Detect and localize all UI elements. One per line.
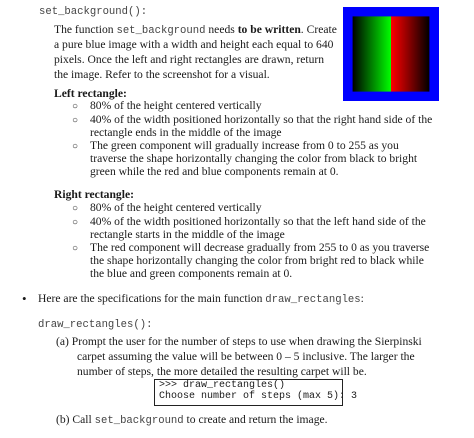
step-a-line-1: (a) Prompt the user for the number of steps to use when drawing the Sierpinski	[56, 335, 422, 348]
description-line-4: the image. Refer to the screenshot for a visual.	[54, 68, 270, 81]
main-spec-text: Here are the specifications for the main function	[38, 292, 266, 305]
filled-dot-icon: •	[22, 291, 27, 306]
hollow-circle-icon: ○	[72, 217, 79, 228]
step-a-line-2: carpet assuming the value will be between 0 – 5 inclusive. The larger the	[77, 350, 415, 363]
set-background-code: set_background	[116, 25, 206, 37]
right-item-3-line-2: the shape horizontally changing the color from bright red to black while	[90, 254, 424, 267]
main-spec-suffix: :	[360, 292, 364, 305]
step-b	[56, 412, 328, 429]
blue-background-image	[343, 7, 439, 101]
step-b-prefix: (b) Call	[56, 413, 95, 426]
desc-text: . Create	[300, 23, 337, 36]
left-item-3-line-1: The green component will gradually increase from 0 to 255 as you	[90, 139, 399, 152]
right-rectangle-heading: Right rectangle:	[54, 188, 134, 201]
draw-rectangles-signature: draw_rectangles():	[38, 319, 153, 331]
emphasis-text: to be written	[237, 23, 301, 36]
terminal-output	[154, 379, 358, 406]
right-rectangle	[391, 16, 429, 91]
left-item-2-line-2: rectangle ends in the middle of the image	[90, 126, 282, 139]
left-item-1: 80% of the height centered vertically	[90, 99, 262, 112]
step-a-line-3: number of steps, the more detailed the resulting carpet will be.	[77, 365, 367, 378]
terminal-command: >>> draw_rectangles()	[159, 380, 286, 391]
left-rectangle-heading: Left rectangle:	[54, 87, 127, 100]
set-background-code: set_background	[94, 415, 184, 427]
right-item-2-line-2: rectangle starts in the middle of the image	[90, 228, 285, 241]
right-item-3-line-1: The red component will decrease gradually from 255 to 0 as you traverse	[90, 241, 430, 254]
draw-rectangles-code: draw_rectangles	[265, 294, 361, 306]
set-background-signature: set_background():	[39, 6, 148, 18]
hollow-circle-icon: ○	[72, 243, 79, 254]
main-spec-bullet	[38, 291, 364, 308]
desc-text: needs	[205, 23, 238, 36]
left-item-2-line-1: 40% of the width positioned horizontally so that the right hand side of the	[90, 113, 433, 126]
hollow-circle-icon: ○	[72, 115, 79, 126]
right-item-2-line-1: 40% of the width positioned horizontally so that the left hand side of the	[90, 215, 426, 228]
left-rectangle	[353, 16, 391, 91]
left-item-3-line-3: green while the red and blue components remain at 0.	[90, 165, 339, 178]
description-line-2: a pure blue image with a width and height each equal to 640	[54, 38, 334, 51]
right-item-3-line-3: the blue and green components remain at 0.	[90, 267, 293, 280]
left-item-3-line-2: traverse the shape horizontally changing the color from black to bright	[90, 152, 418, 165]
description-line-3: pixels. Once the left and right rectangles are drawn, return	[54, 53, 325, 66]
hollow-circle-icon: ○	[72, 101, 79, 112]
hollow-circle-icon: ○	[72, 141, 79, 152]
desc-text: The function	[54, 23, 117, 36]
step-b-suffix: to create and return the image.	[183, 413, 328, 426]
right-item-1: 80% of the height centered vertically	[90, 201, 262, 214]
hollow-circle-icon: ○	[72, 203, 79, 214]
terminal-prompt: Choose number of steps (max 5): 3	[159, 391, 358, 402]
